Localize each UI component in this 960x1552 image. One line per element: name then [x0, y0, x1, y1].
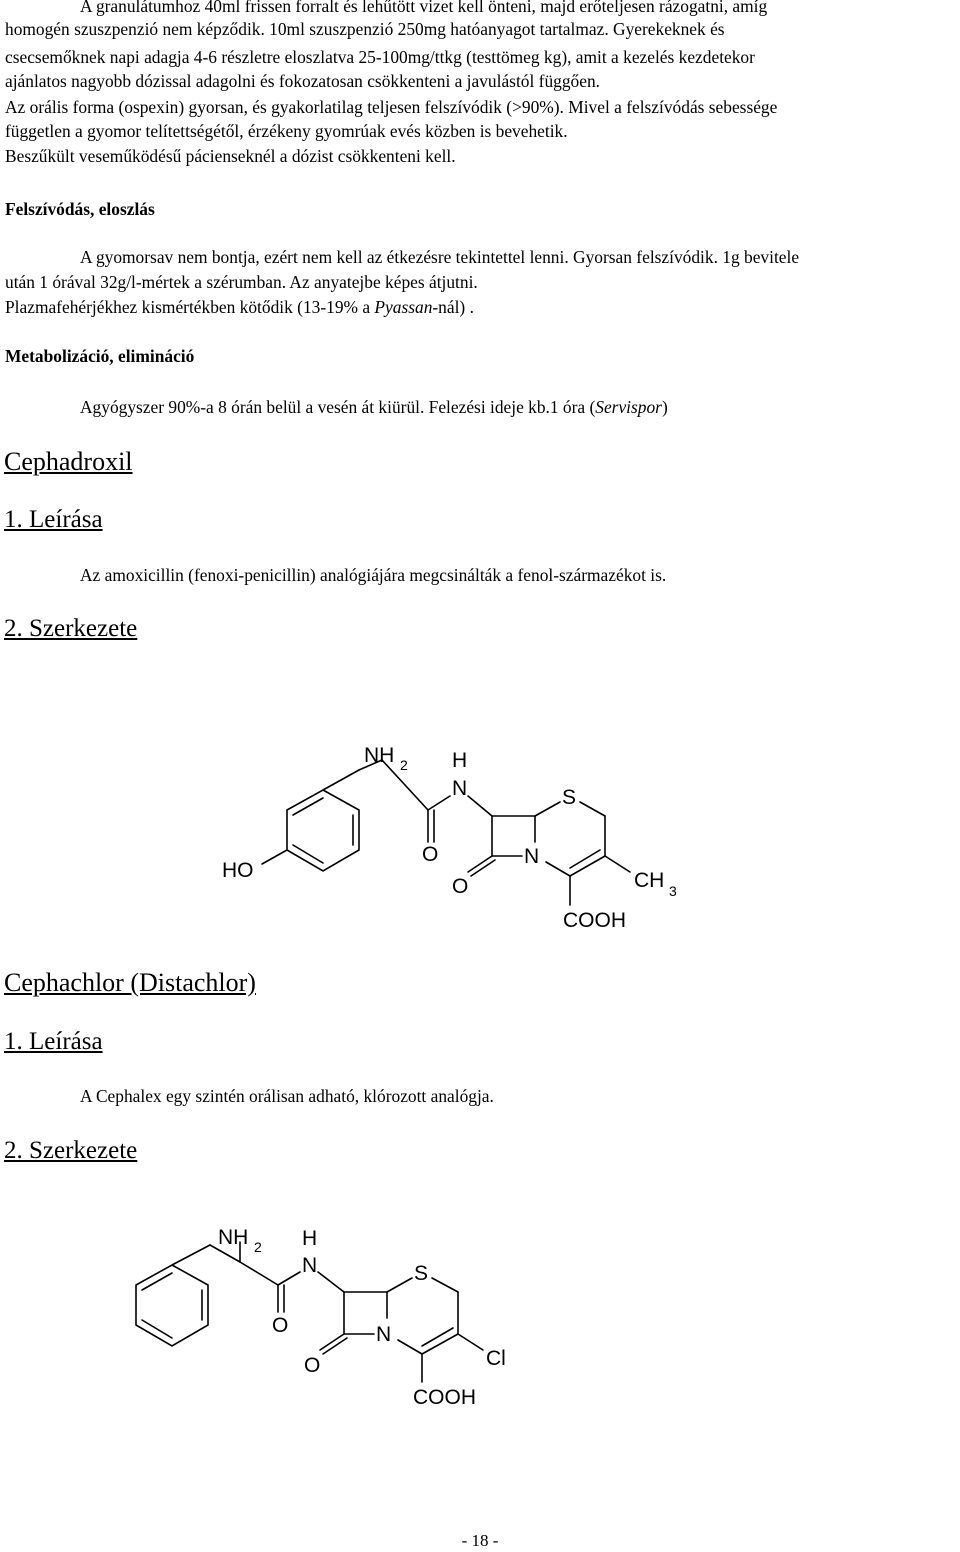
cephachlor-section-2: 2. Szerkezete [4, 1137, 138, 1164]
lactam-oxygen-label: O [304, 1354, 321, 1377]
ring-inner-bond [293, 798, 323, 815]
cephadroxil-structure [0, 730, 960, 990]
thiazine-bond [546, 862, 570, 876]
thiazine-double-bond [570, 856, 605, 876]
amide-bond [428, 796, 450, 810]
nh2-subscript: 2 [400, 757, 408, 773]
alpha-bond [172, 1245, 210, 1265]
thiazine-double-bond [570, 850, 600, 868]
nh2-label: NH [364, 744, 395, 767]
absorption-line-3-end: -nál) . [432, 297, 474, 317]
carboxyl-label: COOH [563, 909, 626, 932]
chlorine-label: Cl [486, 1347, 506, 1370]
lactam-oxygen-label: O [452, 875, 469, 898]
absorption-line-3 [5, 296, 474, 320]
benzene-ring [136, 1265, 208, 1346]
methyl-subscript: 3 [669, 883, 677, 899]
sulfur-label: S [562, 786, 577, 809]
amide-h-label: H [302, 1227, 318, 1250]
cephadroxil-section-1: 1. Leírása [4, 506, 103, 533]
methyl-bond [605, 856, 630, 872]
metabolism-line-text: Agyógyszer 90%-a 8 órán belül a vesén át kiürül. Felezési ideje kb.1 óra ( [80, 397, 596, 417]
alpha-bond [323, 770, 359, 790]
thiazine-bond [398, 1340, 422, 1354]
cephadroxil-title: Cephadroxil [4, 447, 133, 476]
ring-nitrogen-label: N [524, 845, 540, 868]
amide-h-label: H [452, 749, 468, 772]
absorption-line-1: A gyomorsav nem bontja, ezért nem kell az étkezésre tekintettel lenni. Gyorsan felszívódik. 1g bevitele [80, 247, 800, 267]
intro-line-5: Az orális forma (ospexin) gyorsan, és gyakorlatilag teljesen felszívódik (>90%). Mivel a felszívódás sebessége [5, 97, 778, 117]
page-number: - 18 - [461, 1531, 499, 1550]
alpha-carbonyl-bond [240, 1262, 278, 1285]
servispor-brand: Servispor [595, 397, 662, 417]
intro-line-1: A granulátumhoz 40ml frissen forralt és lehűtött vizet kell önteni, majd erőteljesen rázogatni, amíg [80, 0, 768, 16]
absorption-line-3-text: Plazmafehérjékhez kismértékben kötődik (13-19% a [5, 297, 375, 317]
hydroxy-label: HO [222, 859, 254, 882]
intro-line-3: csecsemőknek napi adagja 4-6 részletre eloszlatva 25-100mg/ttkg (testtömeg kg), amit a kezelés kezdetekor [5, 47, 755, 67]
cephachlor-structure [0, 1210, 960, 1430]
ring-inner-bond [142, 1273, 172, 1290]
intro-line-4: ajánlatos nagyobb dózissal adagolni és fokozatosan csökkenteni a javulástól függően. [5, 71, 600, 91]
ring-inner-bond [142, 1320, 172, 1338]
ho-bond [262, 850, 287, 864]
metabolism-line-end: ) [661, 397, 668, 417]
nh2-label: NH [218, 1226, 249, 1249]
thiazine-bond [580, 802, 605, 816]
cephadroxil-description: Az amoxicillin (fenoxi-penicillin) analógiájára megcsinálták a fenol-származékot is. [80, 565, 667, 585]
cephadroxil-section-2: 2. Szerkezete [4, 615, 138, 642]
phenol-ring [287, 790, 359, 871]
ring-inner-bond [293, 845, 323, 863]
metabolism-line [80, 396, 668, 420]
cephachlor-title: Cephachlor (Distachlor) [4, 968, 256, 997]
intro-line-2: homogén szuszpenzió nem képződik. 10ml szuszpenzió 250mg hatóanyagot tartalmaz. Gyerekeknek és [5, 19, 725, 39]
amide-n-bond [468, 796, 492, 816]
thiazine-bond [535, 802, 560, 816]
ring-nitrogen-label: N [376, 1323, 392, 1346]
absorption-line-2: után 1 órával 32g/l-mértek a szérumban. Az anyatejbe képes átjutni. [5, 272, 478, 292]
thiazine-bond [432, 1278, 458, 1292]
amide-oxygen-label: O [422, 843, 439, 866]
amide-n-label: N [452, 777, 468, 800]
amide-n-label: N [302, 1254, 318, 1277]
methyl-label: CH [634, 869, 665, 892]
carboxyl-label: COOH [413, 1386, 476, 1409]
amide-bond [278, 1272, 300, 1285]
thiazine-bond [387, 1278, 412, 1292]
chloro-bond [458, 1334, 483, 1350]
pyassan-brand: Pyassan [374, 297, 433, 317]
cephachlor-section-1: 1. Leírása [4, 1028, 103, 1055]
thiazine-double-bond [422, 1334, 458, 1354]
sulfur-label: S [414, 1262, 429, 1285]
nh2-subscript: 2 [254, 1239, 262, 1255]
intro-line-7: Beszűkült veseműködésű pácienseknél a dózist csökkenteni kell. [5, 146, 456, 166]
absorption-heading: Felszívódás, eloszlás [5, 199, 155, 219]
amide-n-bond [318, 1272, 344, 1292]
cephachlor-description: A Cephalex egy szintén orálisan adható, klórozott analógja. [80, 1086, 494, 1106]
amide-oxygen-label: O [272, 1314, 289, 1337]
intro-line-6: független a gyomor telítettségétől, érzékeny gyomrúak evés közben is bevehetik. [5, 121, 568, 141]
thiazine-double-bond [422, 1328, 453, 1346]
metabolism-heading: Metabolizáció, elimináció [5, 346, 195, 366]
